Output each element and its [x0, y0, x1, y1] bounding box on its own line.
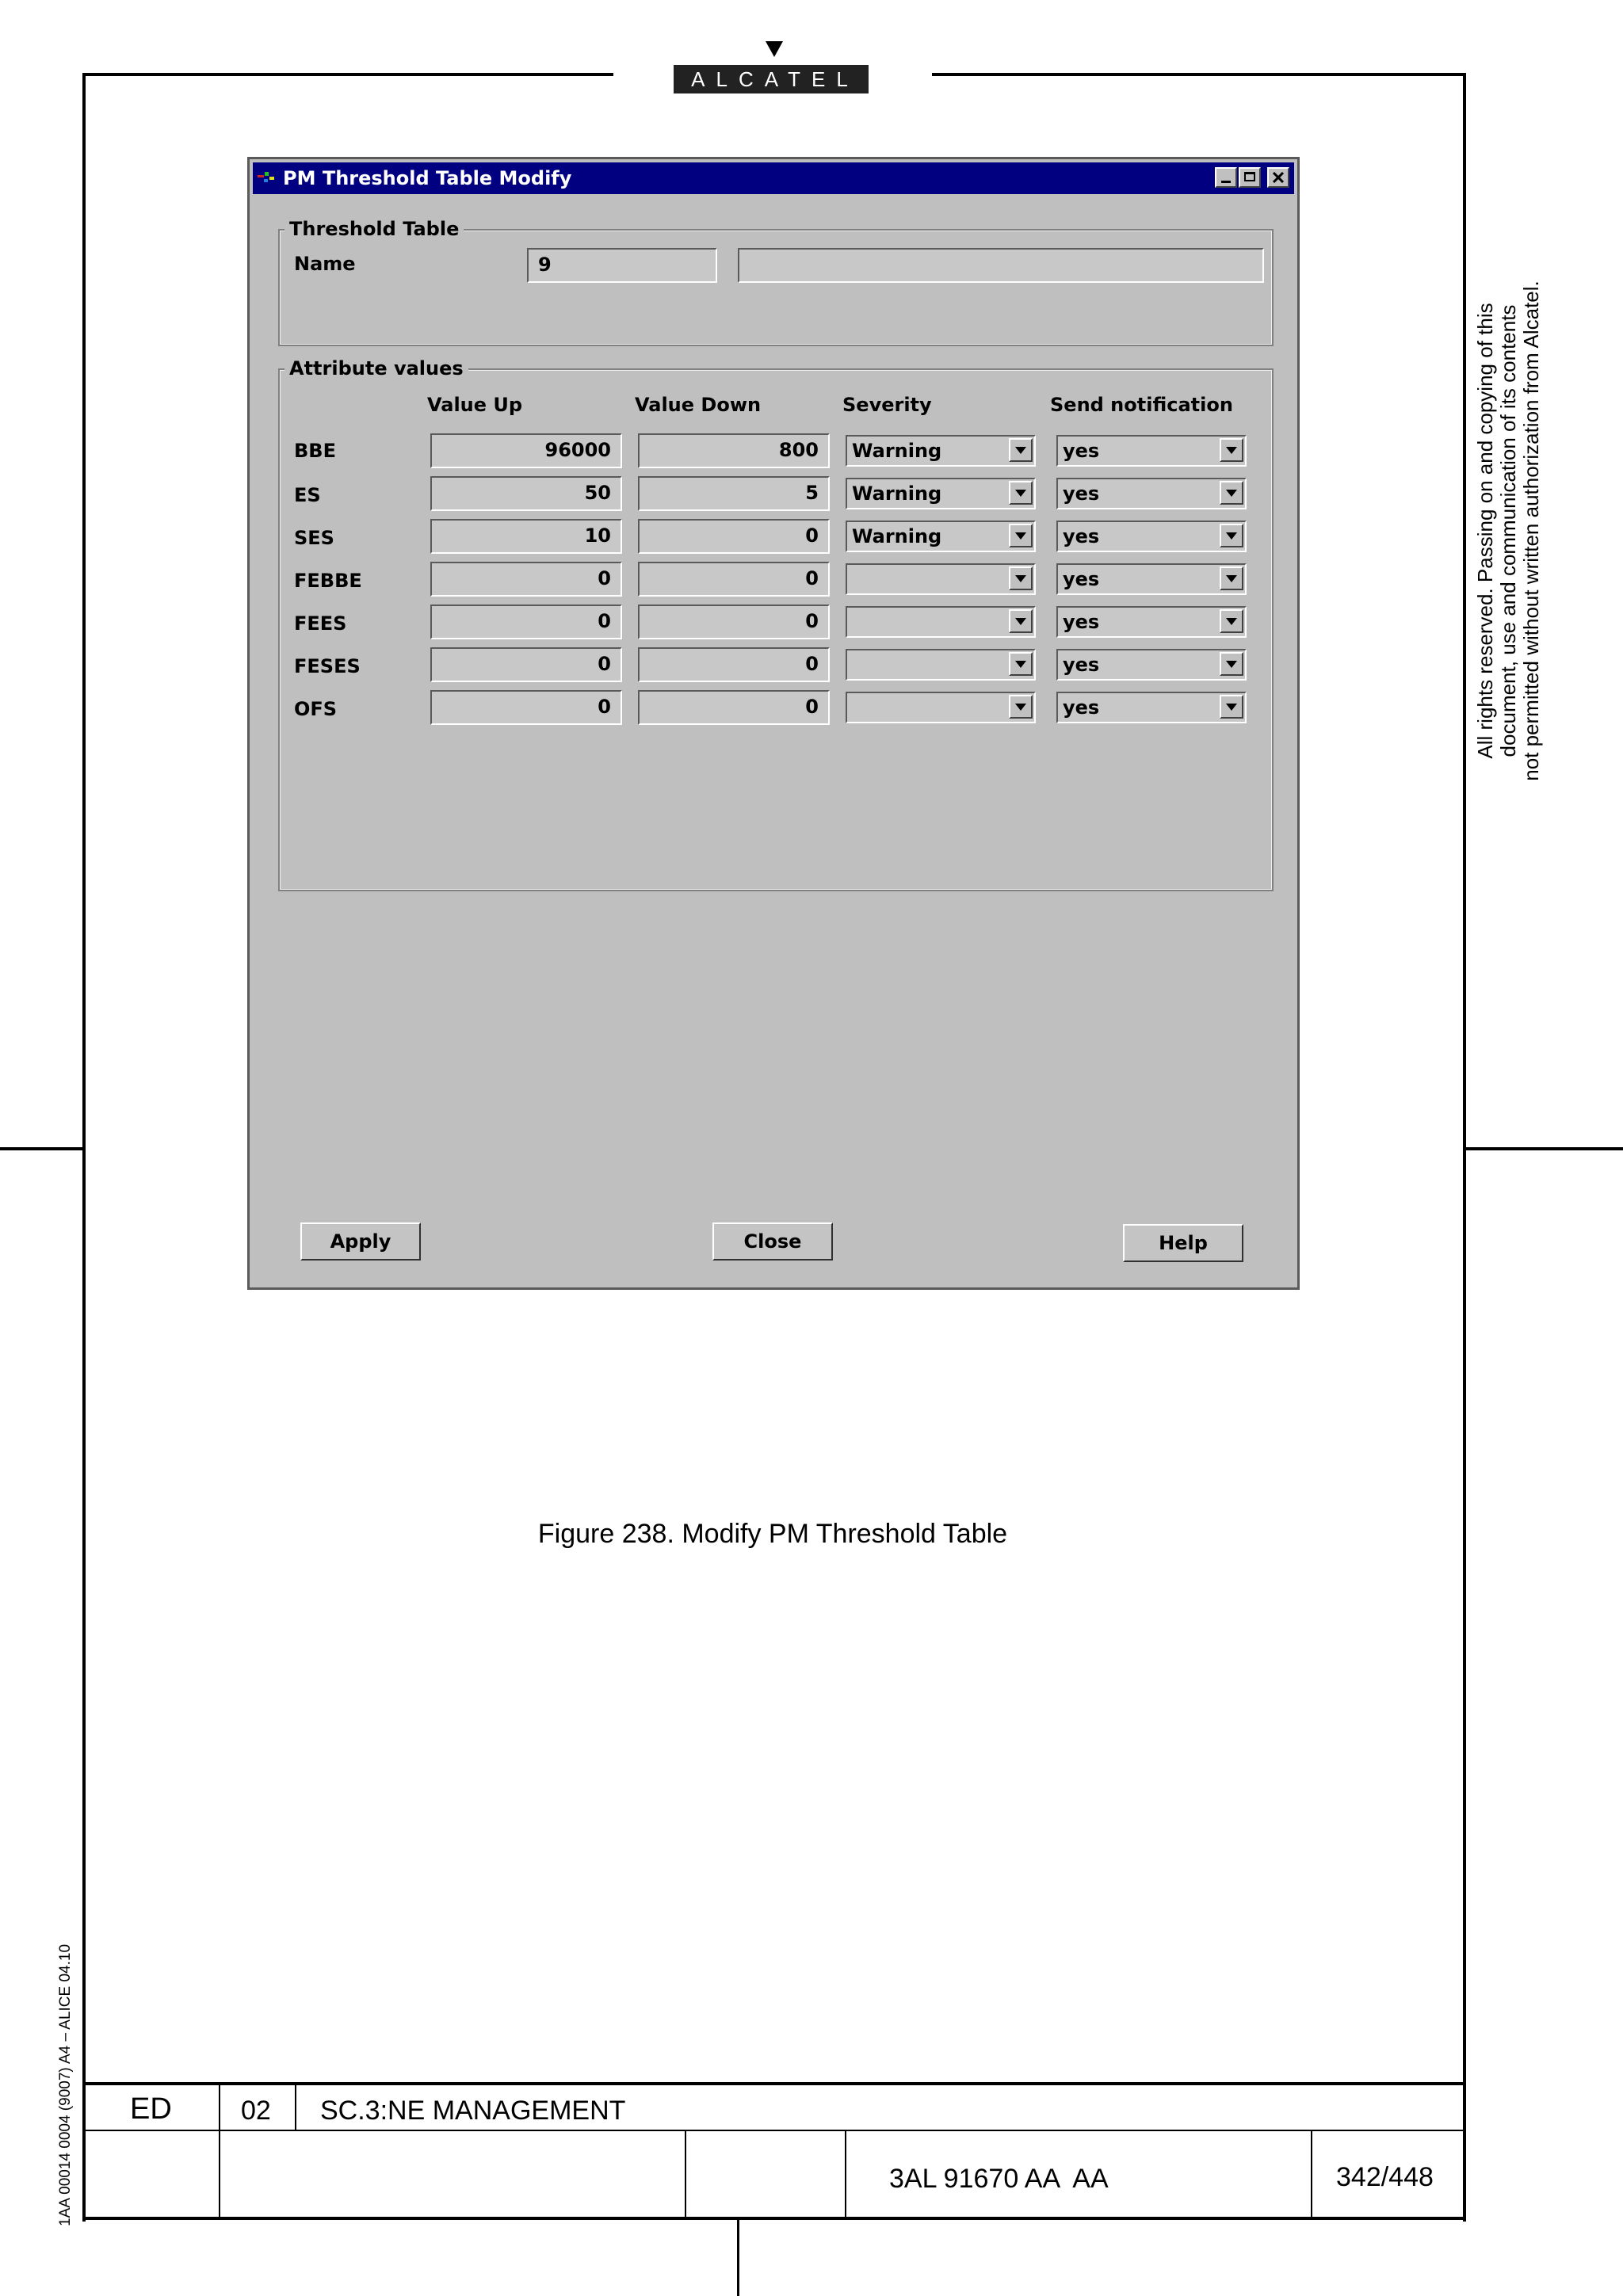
value-down-field-ses[interactable]: 0 [638, 519, 830, 554]
footer-bottom-mark [737, 2218, 739, 2296]
severity-value: Warning [852, 482, 942, 505]
value-up-field-es[interactable]: 50 [430, 476, 622, 511]
notify-select-es[interactable] [1056, 478, 1247, 509]
apply-button[interactable]: Apply [300, 1222, 421, 1261]
severity-value: Warning [852, 525, 942, 547]
footer-divider [219, 2082, 220, 2220]
close-icon [1273, 172, 1284, 183]
minimize-icon [1221, 181, 1231, 183]
dialog-titlebar[interactable] [253, 162, 1294, 194]
header-severity: Severity [842, 394, 932, 416]
footer-divider [295, 2082, 296, 2131]
severity-select-febbe[interactable] [846, 563, 1036, 595]
notify-select-bbe[interactable] [1056, 435, 1247, 467]
header-send-notification: Send notification [1050, 394, 1233, 416]
notify-value: yes [1063, 440, 1100, 462]
notify-select-fees[interactable] [1056, 606, 1247, 638]
minimize-button[interactable] [1215, 167, 1237, 188]
notify-value: yes [1063, 525, 1100, 547]
copyright-line: All rights reserved. Passing on and copying of this [1473, 303, 1497, 759]
row-label-ofs: OFS [294, 698, 338, 720]
dropdown-arrow-icon[interactable] [1009, 695, 1033, 719]
dropdown-arrow-icon[interactable] [1009, 481, 1033, 505]
value-up-field-febbe[interactable]: 0 [430, 562, 622, 597]
dropdown-arrow-icon[interactable] [1009, 524, 1033, 547]
notify-value: yes [1063, 568, 1100, 590]
dialog-title: PM Threshold Table Modify [283, 167, 572, 189]
dropdown-arrow-icon[interactable] [1220, 524, 1243, 547]
maximize-icon [1244, 172, 1255, 181]
value-up-field-fees[interactable]: 0 [430, 605, 622, 639]
value-down-field-febbe[interactable]: 0 [638, 562, 830, 597]
margin-mark-right [1466, 1147, 1623, 1150]
document-code: 1AA 00014 0004 (9007) A4 – ALICE 04.10 [57, 1943, 74, 2226]
dropdown-arrow-icon[interactable] [1009, 566, 1033, 590]
notify-select-ofs[interactable] [1056, 692, 1247, 723]
notify-select-febbe[interactable] [1056, 563, 1247, 595]
row-label-febbe: FEBBE [294, 570, 362, 592]
footer-divider [1311, 2130, 1312, 2220]
value-up-field-bbe[interactable]: 96000 [430, 433, 622, 468]
copyright-line: not permitted without written authorization from Alcatel. [1519, 280, 1543, 781]
frame-top-left [82, 73, 613, 76]
dropdown-arrow-icon[interactable] [1009, 438, 1033, 462]
maximize-button[interactable] [1239, 167, 1261, 188]
dropdown-arrow-icon[interactable] [1009, 652, 1033, 676]
dropdown-arrow-icon[interactable] [1009, 609, 1033, 633]
dropdown-arrow-icon[interactable] [1220, 438, 1243, 462]
severity-select-es[interactable] [846, 478, 1036, 509]
footer-top-line [82, 2082, 1466, 2085]
name-field[interactable]: 9 [527, 248, 717, 283]
dropdown-arrow-icon[interactable] [1220, 566, 1243, 590]
notify-value: yes [1063, 482, 1100, 505]
row-label-ses: SES [294, 527, 334, 549]
row-label-es: ES [294, 484, 321, 506]
ed-value: 02 [241, 2096, 271, 2126]
value-up-field-feses[interactable]: 0 [430, 647, 622, 682]
footer-divider [685, 2130, 686, 2220]
row-label-bbe: BBE [294, 440, 336, 462]
dropdown-arrow-icon[interactable] [1220, 652, 1243, 676]
severity-select-ofs[interactable] [846, 692, 1036, 723]
alcatel-logo: ALCATEL [674, 65, 869, 93]
threshold-table-group-label: Threshold Table [285, 218, 464, 240]
page-number: 342/448 [1336, 2162, 1434, 2192]
notify-select-feses[interactable] [1056, 649, 1247, 681]
value-down-field-es[interactable]: 5 [638, 476, 830, 511]
value-down-field-fees[interactable]: 0 [638, 605, 830, 639]
name-label: Name [294, 253, 356, 275]
value-up-field-ses[interactable]: 10 [430, 519, 622, 554]
dropdown-arrow-icon[interactable] [1220, 481, 1243, 505]
footer-divider [845, 2130, 846, 2220]
frame-left [82, 73, 86, 2222]
header-value-up: Value Up [427, 394, 523, 416]
ed-label: ED [130, 2092, 172, 2126]
notify-value: yes [1063, 654, 1100, 676]
section-title: SC.3:NE MANAGEMENT [320, 2096, 626, 2126]
logo-triangle-icon [766, 41, 783, 57]
header-value-down: Value Down [635, 394, 762, 416]
threshold-table-group [278, 229, 1274, 346]
footer-bottom-line [82, 2217, 1466, 2220]
description-field[interactable] [738, 248, 1264, 283]
severity-select-ses[interactable] [846, 521, 1036, 552]
value-down-field-ofs[interactable]: 0 [638, 690, 830, 725]
footer-mid-line [82, 2130, 1466, 2131]
help-button[interactable]: Help [1123, 1224, 1243, 1262]
notify-value: yes [1063, 611, 1100, 633]
pm-threshold-dialog [247, 157, 1300, 1290]
value-up-field-ofs[interactable]: 0 [430, 690, 622, 725]
notify-select-ses[interactable] [1056, 521, 1247, 552]
margin-mark-left [0, 1147, 82, 1150]
row-label-feses: FESES [294, 655, 361, 677]
copyright-notice [1474, 261, 1543, 800]
close-button[interactable]: Close [712, 1222, 833, 1261]
dropdown-arrow-icon[interactable] [1220, 609, 1243, 633]
row-label-fees: FEES [294, 612, 347, 635]
figure-caption: Figure 238. Modify PM Threshold Table [537, 1519, 1008, 1549]
frame-top-right [932, 73, 1466, 76]
copyright-line: document, use and communication of its contents [1496, 304, 1520, 757]
app-icon [258, 170, 275, 185]
severity-select-fees[interactable] [846, 606, 1036, 638]
close-window-button[interactable] [1267, 167, 1289, 188]
document-number: 3AL 91670 AA AA [889, 2164, 1109, 2194]
dropdown-arrow-icon[interactable] [1220, 695, 1243, 719]
value-down-field-bbe[interactable]: 800 [638, 433, 830, 468]
attribute-values-group-label: Attribute values [285, 357, 468, 379]
notify-value: yes [1063, 696, 1100, 719]
severity-select-bbe[interactable] [846, 435, 1036, 467]
severity-value: Warning [852, 440, 942, 462]
value-down-field-feses[interactable]: 0 [638, 647, 830, 682]
severity-select-feses[interactable] [846, 649, 1036, 681]
